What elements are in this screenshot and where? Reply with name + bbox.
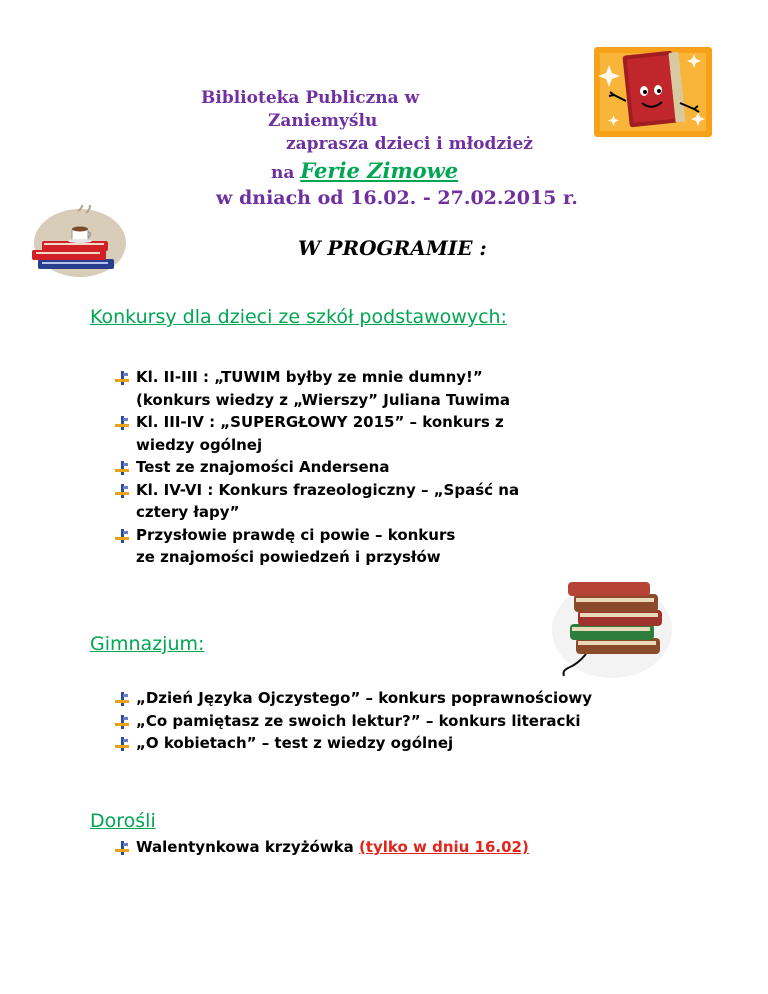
list-item: (konkurs wiedzy z „Wierszy” Juliana Tuwima (136, 390, 510, 409)
list-item: cztery łapy” (136, 503, 240, 521)
header-line-2: Zaniemyślu (268, 111, 378, 131)
list-item: Kl. IV-VI : Konkurs frazeologiczny – „Spaść na (112, 479, 519, 502)
adults-item-text: Walentynkowa krzyżówka (136, 838, 354, 856)
list-item: Przysłowie prawdę ci powie – konkurs (112, 524, 519, 547)
list-item (112, 836, 529, 859)
adults-contest-list (112, 836, 529, 859)
smiling-book-icon (592, 45, 714, 139)
list-item: ze znajomości powiedzeń i przysłów (136, 548, 441, 566)
ferie-zimowe-title: Ferie Zimowe (300, 158, 459, 183)
list-item: „O kobietach” – test z wiedzy ogólnej (112, 732, 592, 755)
gimnazjum-section-title: Gimnazjum: (90, 633, 205, 655)
adults-section-title: Dorośli (90, 810, 156, 832)
list-item: Kl. II-III : „TUWIM byłby ze mnie dumny!” (112, 366, 519, 389)
list-item: wiedzy ogólnej (136, 435, 263, 454)
books-with-coffee-icon (22, 205, 130, 285)
header-dates: w dniach od 16.02. - 27.02.2015 r. (216, 187, 578, 209)
list-item: „Dzień Języka Ojczystego” – konkurs poprawnościowy (112, 687, 592, 710)
list-item: Kl. III-IV : „SUPERGŁOWY 2015” – konkurs z (112, 411, 519, 434)
hammer-bullet-icon (114, 691, 130, 707)
primary-school-contest-list (112, 366, 519, 569)
hammer-bullet-icon (114, 840, 130, 856)
hammer-bullet-icon (114, 714, 130, 730)
program-heading: W PROGRAMIE : (298, 236, 487, 260)
hammer-bullet-icon (114, 460, 130, 476)
book-stack-icon (548, 568, 676, 680)
header-line-4 (271, 158, 458, 183)
adults-item-note: (tylko w dniu 16.02) (358, 838, 529, 856)
primary-school-section-title: Konkursy dla dzieci ze szkół podstawowych: (90, 306, 507, 328)
header-line-1: Biblioteka Publiczna w (201, 88, 420, 108)
list-item: Test ze znajomości Andersena (112, 456, 519, 479)
hammer-bullet-icon (114, 736, 130, 752)
hammer-bullet-icon (114, 528, 130, 544)
hammer-bullet-icon (114, 370, 130, 386)
hammer-bullet-icon (114, 415, 130, 431)
gimnazjum-contest-list (112, 687, 592, 755)
list-item: „Co pamiętasz ze swoich lektur?” – konkurs literacki (112, 710, 592, 733)
header-line-3: zaprasza dzieci i młodzież (286, 134, 533, 154)
header-line-4-prefix: na (271, 163, 295, 183)
hammer-bullet-icon (114, 483, 130, 499)
